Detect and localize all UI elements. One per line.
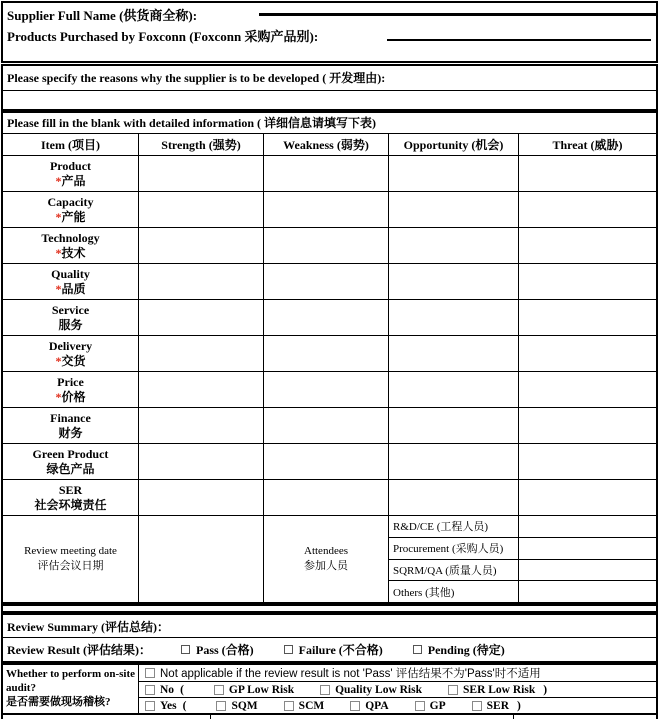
- development-reason-input-row[interactable]: [3, 91, 656, 108]
- checkbox-gp-low-risk[interactable]: [214, 685, 224, 695]
- checkbox-pass[interactable]: [181, 645, 190, 654]
- option-gp: GP: [415, 700, 446, 712]
- audit-row-yes: [139, 698, 656, 713]
- swot-cell[interactable]: [389, 408, 519, 443]
- checkbox-ser[interactable]: [472, 701, 482, 711]
- swot-cell[interactable]: [389, 156, 519, 191]
- swot-cell[interactable]: [519, 444, 656, 479]
- audit-options-block: [139, 665, 656, 713]
- option-pending-label: Pending (待定): [427, 643, 505, 657]
- swot-cell[interactable]: [139, 192, 264, 227]
- fill-instruction-label: Please fill in the blank with detailed information ( 详细信息请填写下表): [3, 113, 656, 134]
- attendee-value-cell[interactable]: [519, 581, 656, 602]
- checkbox-gp[interactable]: [415, 701, 425, 711]
- swot-cell[interactable]: [264, 408, 389, 443]
- swot-cell[interactable]: [264, 444, 389, 479]
- table-row-product: [3, 156, 656, 192]
- supplier-info-section: [1, 1, 658, 63]
- column-header-opportunity: Opportunity (机会): [389, 134, 519, 155]
- table-row-delivery: [3, 336, 656, 372]
- swot-cell[interactable]: [139, 336, 264, 371]
- option-scm: SCM: [284, 700, 325, 712]
- attendee-value-cell[interactable]: [519, 538, 656, 559]
- checkbox-quality-low-risk[interactable]: [320, 685, 330, 695]
- swot-cell[interactable]: [389, 192, 519, 227]
- paren-close: ): [517, 699, 521, 712]
- swot-cell[interactable]: [389, 444, 519, 479]
- swot-cell[interactable]: [264, 156, 389, 191]
- required-mark: *: [55, 173, 62, 188]
- swot-cell[interactable]: [264, 192, 389, 227]
- review-meeting-row: [3, 516, 656, 602]
- swot-cell[interactable]: [519, 156, 656, 191]
- table-header-row: [3, 134, 656, 156]
- swot-cell[interactable]: [389, 480, 519, 515]
- required-mark: *: [55, 209, 62, 224]
- onsite-audit-section: [1, 663, 658, 715]
- swot-cell[interactable]: [389, 336, 519, 371]
- item-label-technology: Technology *技术: [3, 228, 139, 263]
- swot-cell[interactable]: [264, 300, 389, 335]
- yes-label: Yes: [160, 699, 177, 712]
- required-mark: *: [55, 245, 62, 260]
- products-purchased-label: Products Purchased by Foxconn (Foxconn 采购产品别):: [7, 29, 319, 44]
- table-row-capacity: [3, 192, 656, 228]
- supplier-name-label: Supplier Full Name (供货商全称):: [7, 8, 198, 23]
- swot-cell[interactable]: [264, 336, 389, 371]
- spacer-row: [1, 604, 658, 613]
- attendee-role-label: Others (其他): [389, 581, 519, 602]
- review-meeting-date-label: Review meeting date 评估会议日期: [3, 516, 139, 602]
- required-mark: *: [55, 389, 62, 404]
- column-header-weakness: Weakness (弱势): [264, 134, 389, 155]
- swot-cell[interactable]: [519, 192, 656, 227]
- required-mark: *: [55, 353, 62, 368]
- review-summary-label: Review Summary (评估总结)：: [7, 619, 169, 634]
- development-reason-section: [1, 64, 658, 111]
- attendee-row-sqrmqa: [389, 560, 656, 582]
- no-label: No: [160, 683, 175, 696]
- item-label-delivery: Delivery *交货: [3, 336, 139, 371]
- paren-close: ): [543, 683, 548, 696]
- swot-cell[interactable]: [139, 444, 264, 479]
- item-label-quality: Quality *品质: [3, 264, 139, 299]
- swot-cell[interactable]: [519, 228, 656, 263]
- swot-cell[interactable]: [264, 480, 389, 515]
- audit-row-no: [139, 682, 656, 698]
- partial-next-row: [1, 715, 658, 719]
- option-pass: [181, 641, 254, 658]
- checkbox-qpa[interactable]: [350, 701, 360, 711]
- option-ser: SER: [472, 700, 509, 712]
- attendee-roles-block: [389, 516, 656, 602]
- column-header-item: Item (项目): [3, 134, 139, 155]
- swot-cell[interactable]: [264, 372, 389, 407]
- swot-table-section: [1, 111, 658, 604]
- swot-cell[interactable]: [389, 228, 519, 263]
- swot-cell[interactable]: [139, 264, 264, 299]
- option-quality-low-risk: Quality Low Risk: [320, 684, 422, 696]
- column-header-strength: Strength (强势): [139, 134, 264, 155]
- swot-cell[interactable]: [264, 264, 389, 299]
- table-row-ser: [3, 480, 656, 516]
- swot-cell[interactable]: [519, 264, 656, 299]
- not-applicable-label: Not applicable if the review result is not 'Pass' 评估结果不为'Pass'时不适用: [160, 668, 541, 680]
- attendees-label: Attendees 参加人员: [264, 516, 389, 602]
- swot-cell[interactable]: [519, 336, 656, 371]
- table-row-price: [3, 372, 656, 408]
- attendee-row-procurement: [389, 538, 656, 560]
- attendee-role-label: R&D/CE (工程人员): [389, 516, 519, 537]
- column-header-threat: Threat (威胁): [552, 138, 623, 152]
- swot-cell[interactable]: [519, 408, 656, 443]
- required-mark: *: [55, 281, 62, 296]
- swot-cell[interactable]: [139, 480, 264, 515]
- checkbox-not-applicable[interactable]: [145, 668, 155, 678]
- review-summary-row[interactable]: [3, 615, 656, 638]
- swot-cell[interactable]: [139, 300, 264, 335]
- option-pass-label: Pass (合格): [195, 643, 254, 657]
- checkbox-no[interactable]: [145, 685, 155, 695]
- option-gp-low-risk: GP Low Risk: [214, 684, 294, 696]
- attendee-row-others: [389, 581, 656, 602]
- attendee-role-label: Procurement (采购人员): [389, 538, 519, 559]
- review-result-label: Review Result (评估结果)：: [7, 643, 151, 657]
- checkbox-yes[interactable]: [145, 701, 155, 711]
- item-label-ser: SER 社会环境责任: [3, 480, 139, 515]
- audit-row-not-applicable: [139, 665, 656, 682]
- attendee-role-label: SQRM/QA (质量人员): [389, 560, 519, 581]
- option-failure-label: Failure (不合格): [298, 643, 383, 657]
- products-purchased-field[interactable]: [387, 39, 651, 41]
- development-reason-label: Please specify the reasons why the supplier is to be developed ( 开发理由):: [3, 66, 656, 91]
- swot-cell[interactable]: [139, 408, 264, 443]
- item-label-price: Price *价格: [3, 372, 139, 407]
- checkbox-sqm[interactable]: [216, 701, 226, 711]
- table-row-green-product: [3, 444, 656, 480]
- swot-cell[interactable]: [139, 156, 264, 191]
- checkbox-pending[interactable]: [413, 645, 422, 654]
- review-result-row: [3, 638, 656, 661]
- item-label-green-product: Green Product 绿色产品: [3, 444, 139, 479]
- option-qpa: QPA: [350, 700, 388, 712]
- paren-open: (: [180, 683, 184, 696]
- checkbox-failure[interactable]: [284, 645, 293, 654]
- swot-cell[interactable]: [264, 228, 389, 263]
- audit-question-label: Whether to perform on-site audit? 是否需要做现场稽核?: [3, 665, 139, 713]
- item-label-service: Service 服务: [3, 300, 139, 335]
- review-meeting-date-field[interactable]: [139, 516, 264, 602]
- option-pending: [413, 641, 505, 658]
- swot-cell[interactable]: [519, 300, 656, 335]
- paren-open: (: [182, 699, 187, 712]
- table-row-quality: [3, 264, 656, 300]
- cell-divider: [210, 715, 211, 719]
- swot-cell[interactable]: [139, 372, 264, 407]
- review-summary-section: [1, 613, 658, 663]
- option-ser-low-risk: SER Low Risk: [448, 684, 535, 696]
- item-label-product: Product *产品: [3, 156, 139, 191]
- swot-cell[interactable]: [139, 228, 264, 263]
- table-row-service: [3, 300, 656, 336]
- option-failure: [284, 641, 383, 658]
- cell-divider: [513, 715, 514, 719]
- item-label-capacity: Capacity *产能: [3, 192, 139, 227]
- swot-cell[interactable]: [519, 372, 656, 407]
- option-sqm: SQM: [216, 700, 257, 712]
- supplier-name-field[interactable]: [259, 13, 656, 16]
- attendee-row-rdce: [389, 516, 656, 538]
- table-row-technology: [3, 228, 656, 264]
- swot-cell[interactable]: [389, 372, 519, 407]
- swot-cell[interactable]: [389, 264, 519, 299]
- item-label-finance: Finance 财务: [3, 408, 139, 443]
- swot-cell[interactable]: [389, 300, 519, 335]
- table-row-finance: [3, 408, 656, 444]
- swot-cell[interactable]: [519, 480, 656, 515]
- attendee-value-cell[interactable]: [519, 516, 656, 537]
- checkbox-ser-low-risk[interactable]: [448, 685, 458, 695]
- attendee-value-cell[interactable]: [519, 560, 656, 581]
- checkbox-scm[interactable]: [284, 701, 294, 711]
